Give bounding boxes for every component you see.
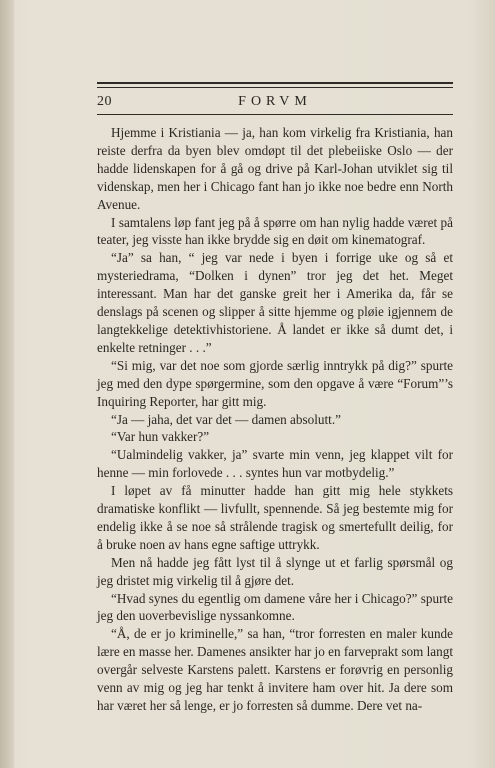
page-header xyxy=(97,94,453,112)
header-bottom-rule xyxy=(97,114,453,115)
paragraph: “Si mig, var det noe som gjorde særlig inntrykk på dig?” spurte jeg med den dype spørgermine, som den opgave å være “Forum”’s Inquiring Reporter, har gitt mig. xyxy=(97,357,453,409)
page-number: 20 xyxy=(97,94,112,109)
paragraph: Men nå hadde jeg fått lyst til å slynge ut et farlig spørsmål og jeg dristet mig virkelig til å gjøre det. xyxy=(97,554,453,588)
header-top-rule xyxy=(97,82,453,88)
article-body xyxy=(97,124,453,715)
paragraph: “Ualmindelig vakker, ja” svarte min venn, jeg klappet vilt for henne — min forlovede . . . syntes hun var motbydelig.” xyxy=(97,447,453,481)
paragraph: “Var hun vakker?” xyxy=(111,429,210,445)
paragraph: Hjemme i Kristiania — ja, han kom virkelig fra Kristiania, han reiste derfra da byen blev omdøpt til det plebeiiske Oslo — der hadde lidenskapen for å gå og drive på Karl-Johan utviklet sig til videnskap, men her i Chicago fant han jo ikke noe bedre enn North Avenue. xyxy=(97,125,453,212)
paragraph: “Å, de er jo kriminelle,” sa han, “tror forresten en maler kunde lære en masse her. Damenes ansikter har jo en farveprakt som langt overgår selveste Karstens palett. Karstens er forøvrig en personlig venn av mig og jeg har tenkt å invitere ham over hit. Ja dere som har været her så lenge, er jo forresten så dumme. Dere vet na- xyxy=(97,626,453,713)
page-binding-edge xyxy=(0,0,14,768)
paragraph: “Hvad synes du egentlig om damene våre her i Chicago?” spurte jeg den uoverbevislige nyssankomne. xyxy=(97,590,453,624)
paragraph: I løpet av få minutter hadde han gitt mig hele stykkets dramatiske konflikt — livfullt, spennende. Så jeg bestemte mig for endelig ikke å se noe så strålende tragisk og smertefullt deilig, for å bruke noen av hans egne saftige uttrykk. xyxy=(97,483,453,552)
paragraph: “Ja — jaha, det var det — damen absolutt.” xyxy=(111,411,341,427)
running-title: FORVM xyxy=(238,94,312,109)
paragraph: “Ja” sa han, “ jeg var nede i byen i forrige uke og så et mysteriedrama, “Dolken i dynen” tror jeg det het. Meget interessant. Man har det ganske greit her i Amerika da, får se denslags på scenen og slipper å sitte hjemme og pløie igjennem de langtekkelige detektivhistoriene. Å landet er ikke så dumt det, i enkelte retninger . . .” xyxy=(97,250,453,355)
paragraph: I samtalens løp fant jeg på å spørre om han nylig hadde været på teater, jeg visste han ikke brydde sig en døit om kinematograf. xyxy=(97,214,453,248)
